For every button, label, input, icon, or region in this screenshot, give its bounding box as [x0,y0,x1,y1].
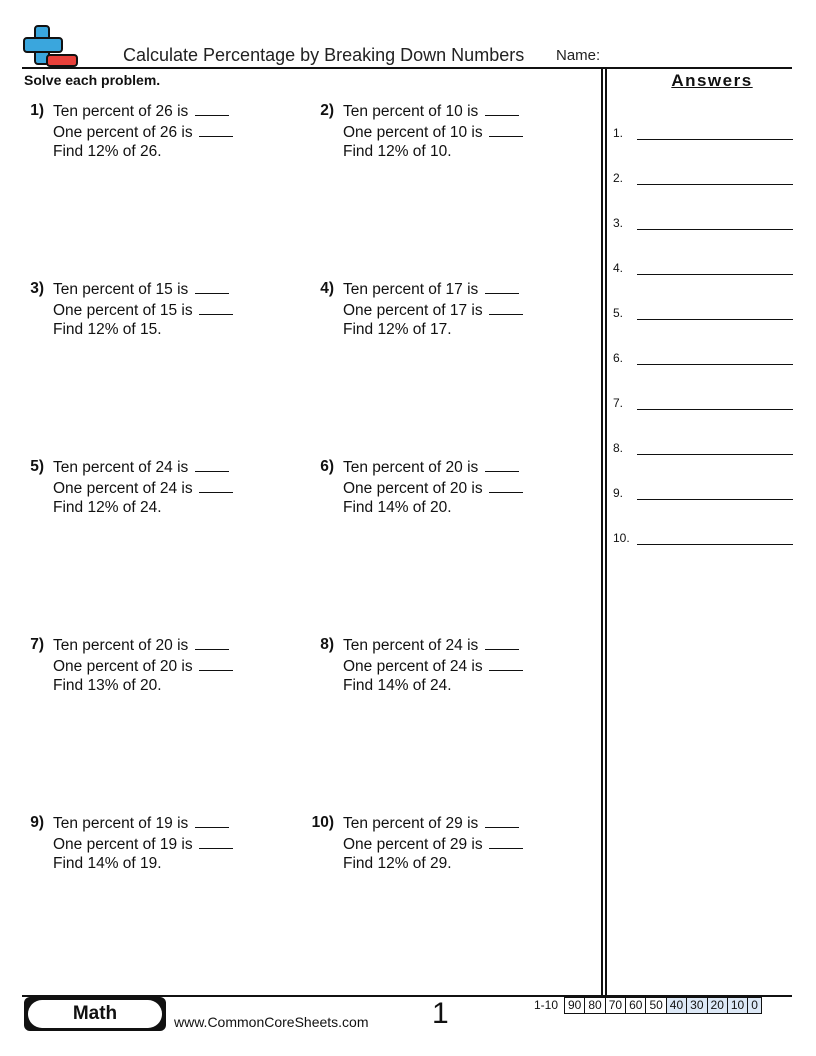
problem-text: Find 14% of 24. [343,677,452,694]
problem-text: Ten percent of 20 is [53,637,189,654]
answer-line[interactable] [637,184,793,185]
score-cell: 60 [626,998,646,1014]
score-table [564,997,762,1014]
answer-number: 8. [613,441,624,455]
problem-text: Find 12% of 15. [53,321,162,338]
answer-line[interactable] [637,229,793,230]
problem-text: Find 13% of 20. [53,677,162,694]
answer-blank[interactable] [195,279,229,294]
problem-number: 8) [320,636,334,653]
problem-text: Ten percent of 24 is [53,459,189,476]
answer-blank[interactable] [199,122,233,137]
problem-text: Ten percent of 20 is [343,459,479,476]
problem-text: One percent of 20 is [53,657,193,675]
answer-number: 9. [613,486,624,500]
problem-text: One percent of 15 is [53,301,193,319]
answer-line[interactable] [637,319,793,320]
problem-text: Find 14% of 19. [53,855,162,872]
answer-number: 4. [613,261,624,275]
problem-text: One percent of 20 is [343,479,483,497]
problem-text: Ten percent of 26 is [53,103,189,120]
problem-text: Find 12% of 29. [343,855,452,872]
answer-line[interactable] [637,544,793,545]
site-url: www.CommonCoreSheets.com [174,1014,369,1030]
problem-text: Ten percent of 15 is [53,281,189,298]
score-cell: 40 [666,998,686,1014]
answers-title: Answers [671,71,753,90]
answer-row-1 [613,124,793,140]
answer-blank[interactable] [489,300,523,315]
answer-row-2 [613,169,793,185]
answer-blank[interactable] [489,478,523,493]
answer-blank[interactable] [485,101,519,116]
problem-text: Find 12% of 26. [53,143,162,160]
answer-row-10 [613,529,793,545]
answer-line[interactable] [637,364,793,365]
answer-blank[interactable] [489,834,523,849]
problem-number: 2) [320,102,334,119]
problem-text: Ten percent of 17 is [343,281,479,298]
answer-number: 3. [613,216,624,230]
answer-row-8 [613,439,793,455]
problem-number: 7) [30,636,44,653]
score-cell: 30 [687,998,707,1014]
problem-number: 9) [30,814,44,831]
answer-number: 1. [613,126,624,140]
answer-blank[interactable] [199,478,233,493]
name-label: Name: [556,47,601,64]
instructions: Solve each problem. [24,72,161,88]
problem-text: One percent of 24 is [53,479,193,497]
column-divider-left [601,68,603,995]
score-cell: 70 [605,998,625,1014]
answer-row-6 [613,349,793,365]
answer-number: 10. [613,531,630,545]
answer-blank[interactable] [199,656,233,671]
answer-blank[interactable] [489,122,523,137]
answer-blank[interactable] [485,279,519,294]
answer-line[interactable] [637,499,793,500]
answer-number: 7. [613,396,624,410]
problem-text: Find 14% of 20. [343,499,452,516]
problem-text: Ten percent of 19 is [53,815,189,832]
score-cell: 80 [585,998,605,1014]
answer-line[interactable] [637,274,793,275]
problem-text: One percent of 19 is [53,835,193,853]
answer-blank[interactable] [199,834,233,849]
answer-blank[interactable] [195,457,229,472]
problem-text: Find 12% of 24. [53,499,162,516]
problem-number: 1) [30,102,44,119]
answer-blank[interactable] [485,813,519,828]
problem-text: One percent of 29 is [343,835,483,853]
problem-text: Find 12% of 17. [343,321,452,338]
problem-text: One percent of 10 is [343,123,483,141]
answer-blank[interactable] [489,656,523,671]
column-divider-right [605,68,607,995]
answer-number: 2. [613,171,624,185]
score-cell: 10 [727,998,747,1014]
page-number: 1 [432,997,449,1030]
answer-blank[interactable] [195,813,229,828]
answer-number: 5. [613,306,624,320]
problem-number: 3) [30,280,44,297]
problem-number: 4) [320,280,334,297]
answer-row-5 [613,304,793,320]
subject-label: Math [28,1000,162,1028]
problem-text: Ten percent of 29 is [343,815,479,832]
problem-number: 10) [311,814,334,831]
answer-row-9 [613,484,793,500]
header-divider [22,67,792,69]
subject-badge [24,997,166,1031]
answer-blank[interactable] [485,635,519,650]
answer-line[interactable] [637,454,793,455]
score-cell: 90 [565,998,585,1014]
page-title: Calculate Percentage by Breaking Down Numbers [123,45,525,65]
answer-blank[interactable] [199,300,233,315]
answer-row-7 [613,394,793,410]
answer-row-3 [613,214,793,230]
answer-blank[interactable] [195,635,229,650]
score-range-label: 1-10 [534,998,559,1012]
score-cell: 0 [748,998,762,1014]
score-cell: 20 [707,998,727,1014]
plus-minus-logo-icon [22,24,80,68]
problem-text: Ten percent of 10 is [343,103,479,120]
answer-line[interactable] [637,139,793,140]
answer-row-4 [613,259,793,275]
answer-line[interactable] [637,409,793,410]
score-cell: 50 [646,998,666,1014]
answer-blank[interactable] [195,101,229,116]
problem-text: One percent of 26 is [53,123,193,141]
problem-text: Find 12% of 10. [343,143,452,160]
problem-number: 5) [30,458,44,475]
answer-blank[interactable] [485,457,519,472]
problem-text: Ten percent of 24 is [343,637,479,654]
problem-text: One percent of 17 is [343,301,483,319]
problem-text: One percent of 24 is [343,657,483,675]
answer-number: 6. [613,351,624,365]
problem-number: 6) [320,458,334,475]
